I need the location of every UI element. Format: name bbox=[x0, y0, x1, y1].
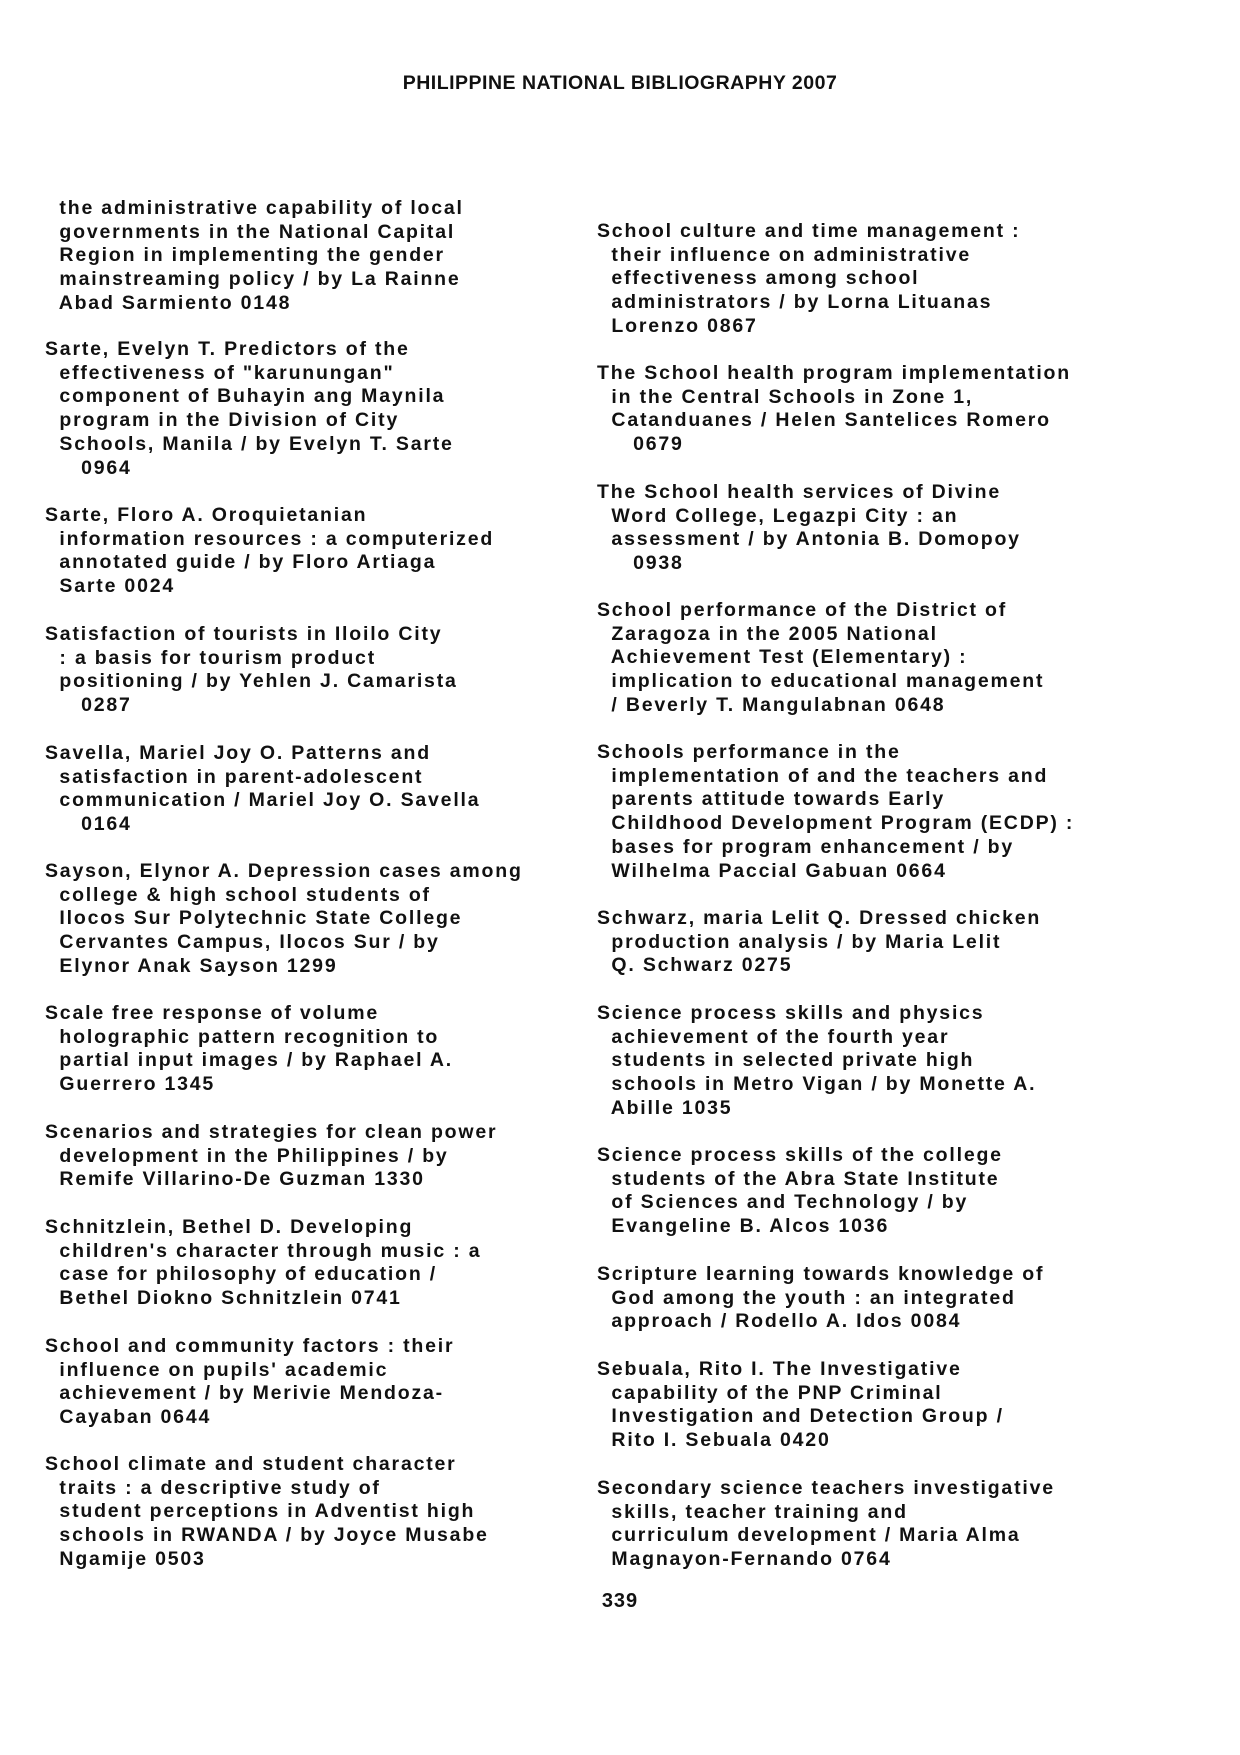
bib-entry-right-10: Sebuala, Rito I. The Investigative capability of the PNP Criminal Investigation and Detection Group / Rito I. Sebuala 0420 bbox=[597, 1358, 1004, 1452]
bib-entry-left-1: the administrative capability of local governments in the National Capital Region in implementing the gender mainstreaming policy / by La Rainne Abad Sarmiento 0148 bbox=[58, 197, 464, 314]
bib-entry-right-7: Science process skills and physics achievement of the fourth year students in selected private high schools in Metro Vigan / by Monette A. Abille 1035 bbox=[597, 1002, 1037, 1119]
bib-entry-right-6: Schwarz, maria Lelit Q. Dressed chicken production analysis / by Maria Lelit Q. Schwarz 0275 bbox=[597, 907, 1042, 977]
bib-entry-right-8: Science process skills of the college students of the Abra State Institute of Sciences and Technology / by Evangeline B. Alcos 1036 bbox=[597, 1144, 1003, 1238]
bib-entry-left-2: Sarte, Evelyn T. Predictors of the effectiveness of "karunungan" component of Buhayin ang Maynila program in the Division of City Schools, Manila / by Evelyn T. Sarte 0964 bbox=[45, 338, 454, 479]
bib-entry-right-5: Schools performance in the implementation of and the teachers and parents attitude towards Early Childhood Development Program (ECDP) : bases for program enhancement / by Wilhelma Paccial Gabuan 0664 bbox=[597, 741, 1075, 882]
bib-entry-left-8: Scenarios and strategies for clean power development in the Philippines / by Remife Villarino-De Guzman 1330 bbox=[45, 1121, 498, 1191]
bib-entry-left-5: Savella, Mariel Joy O. Patterns and satisfaction in parent-adolescent communication / Mariel Joy O. Savella 0164 bbox=[45, 742, 481, 836]
bib-entry-right-4: School performance of the District of Zaragoza in the 2005 National Achievement Test (Elementary) : implication to educational management / Beverly T. Mangulabnan 0648 bbox=[597, 599, 1045, 716]
bib-entry-right-9: Scripture learning towards knowledge of God among the youth : an integrated approach / Rodello A. Idos 0084 bbox=[597, 1263, 1045, 1333]
bib-entry-left-6: Sayson, Elynor A. Depression cases among college & high school students of Ilocos Sur Polytechnic State College Cervantes Campus, Ilocos Sur / by Elynor Anak Sayson 1299 bbox=[45, 860, 523, 977]
page-header: PHILIPPINE NATIONAL BIBLIOGRAPHY 2007 bbox=[402, 72, 838, 94]
bib-entry-right-1: School culture and time management : their influence on administrative effectiveness among school administrators / by Lorna Lituanas Lorenzo 0867 bbox=[597, 220, 1021, 337]
bib-entry-right-11: Secondary science teachers investigative skills, teacher training and curriculum development / Maria Alma Magnayon-Fernando 0764 bbox=[597, 1477, 1055, 1571]
bib-entry-left-11: School climate and student character traits : a descriptive study of student perceptions in Adventist high schools in RWANDA / by Joyce Musabe Ngamije 0503 bbox=[45, 1453, 489, 1570]
bib-entry-left-10: School and community factors : their influence on pupils' academic achievement / by Merivie Mendoza- Cayaban 0644 bbox=[45, 1335, 455, 1429]
bib-entry-right-2: The School health program implementation in the Central Schools in Zone 1, Catanduanes / Helen Santelices Romero 0679 bbox=[597, 362, 1071, 456]
bib-entry-right-3: The School health services of Divine Word College, Legazpi City : an assessment / by Antonia B. Domopoy 0938 bbox=[597, 481, 1021, 575]
bib-entry-left-7: Scale free response of volume holographic pattern recognition to partial input images / by Raphael A. Guerrero 1345 bbox=[45, 1002, 453, 1096]
page-number: 339 bbox=[601, 1590, 639, 1612]
bib-entry-left-3: Sarte, Floro A. Oroquietanian information resources : a computerized annotated guide / by Floro Artiaga Sarte 0024 bbox=[45, 504, 495, 598]
bib-entry-left-4: Satisfaction of tourists in Iloilo City : a basis for tourism product positioning / by Yehlen J. Camarista 0287 bbox=[45, 623, 458, 717]
bib-entry-left-9: Schnitzlein, Bethel D. Developing children's character through music : a case for philosophy of education / Bethel Diokno Schnitzlein 0741 bbox=[45, 1216, 482, 1310]
